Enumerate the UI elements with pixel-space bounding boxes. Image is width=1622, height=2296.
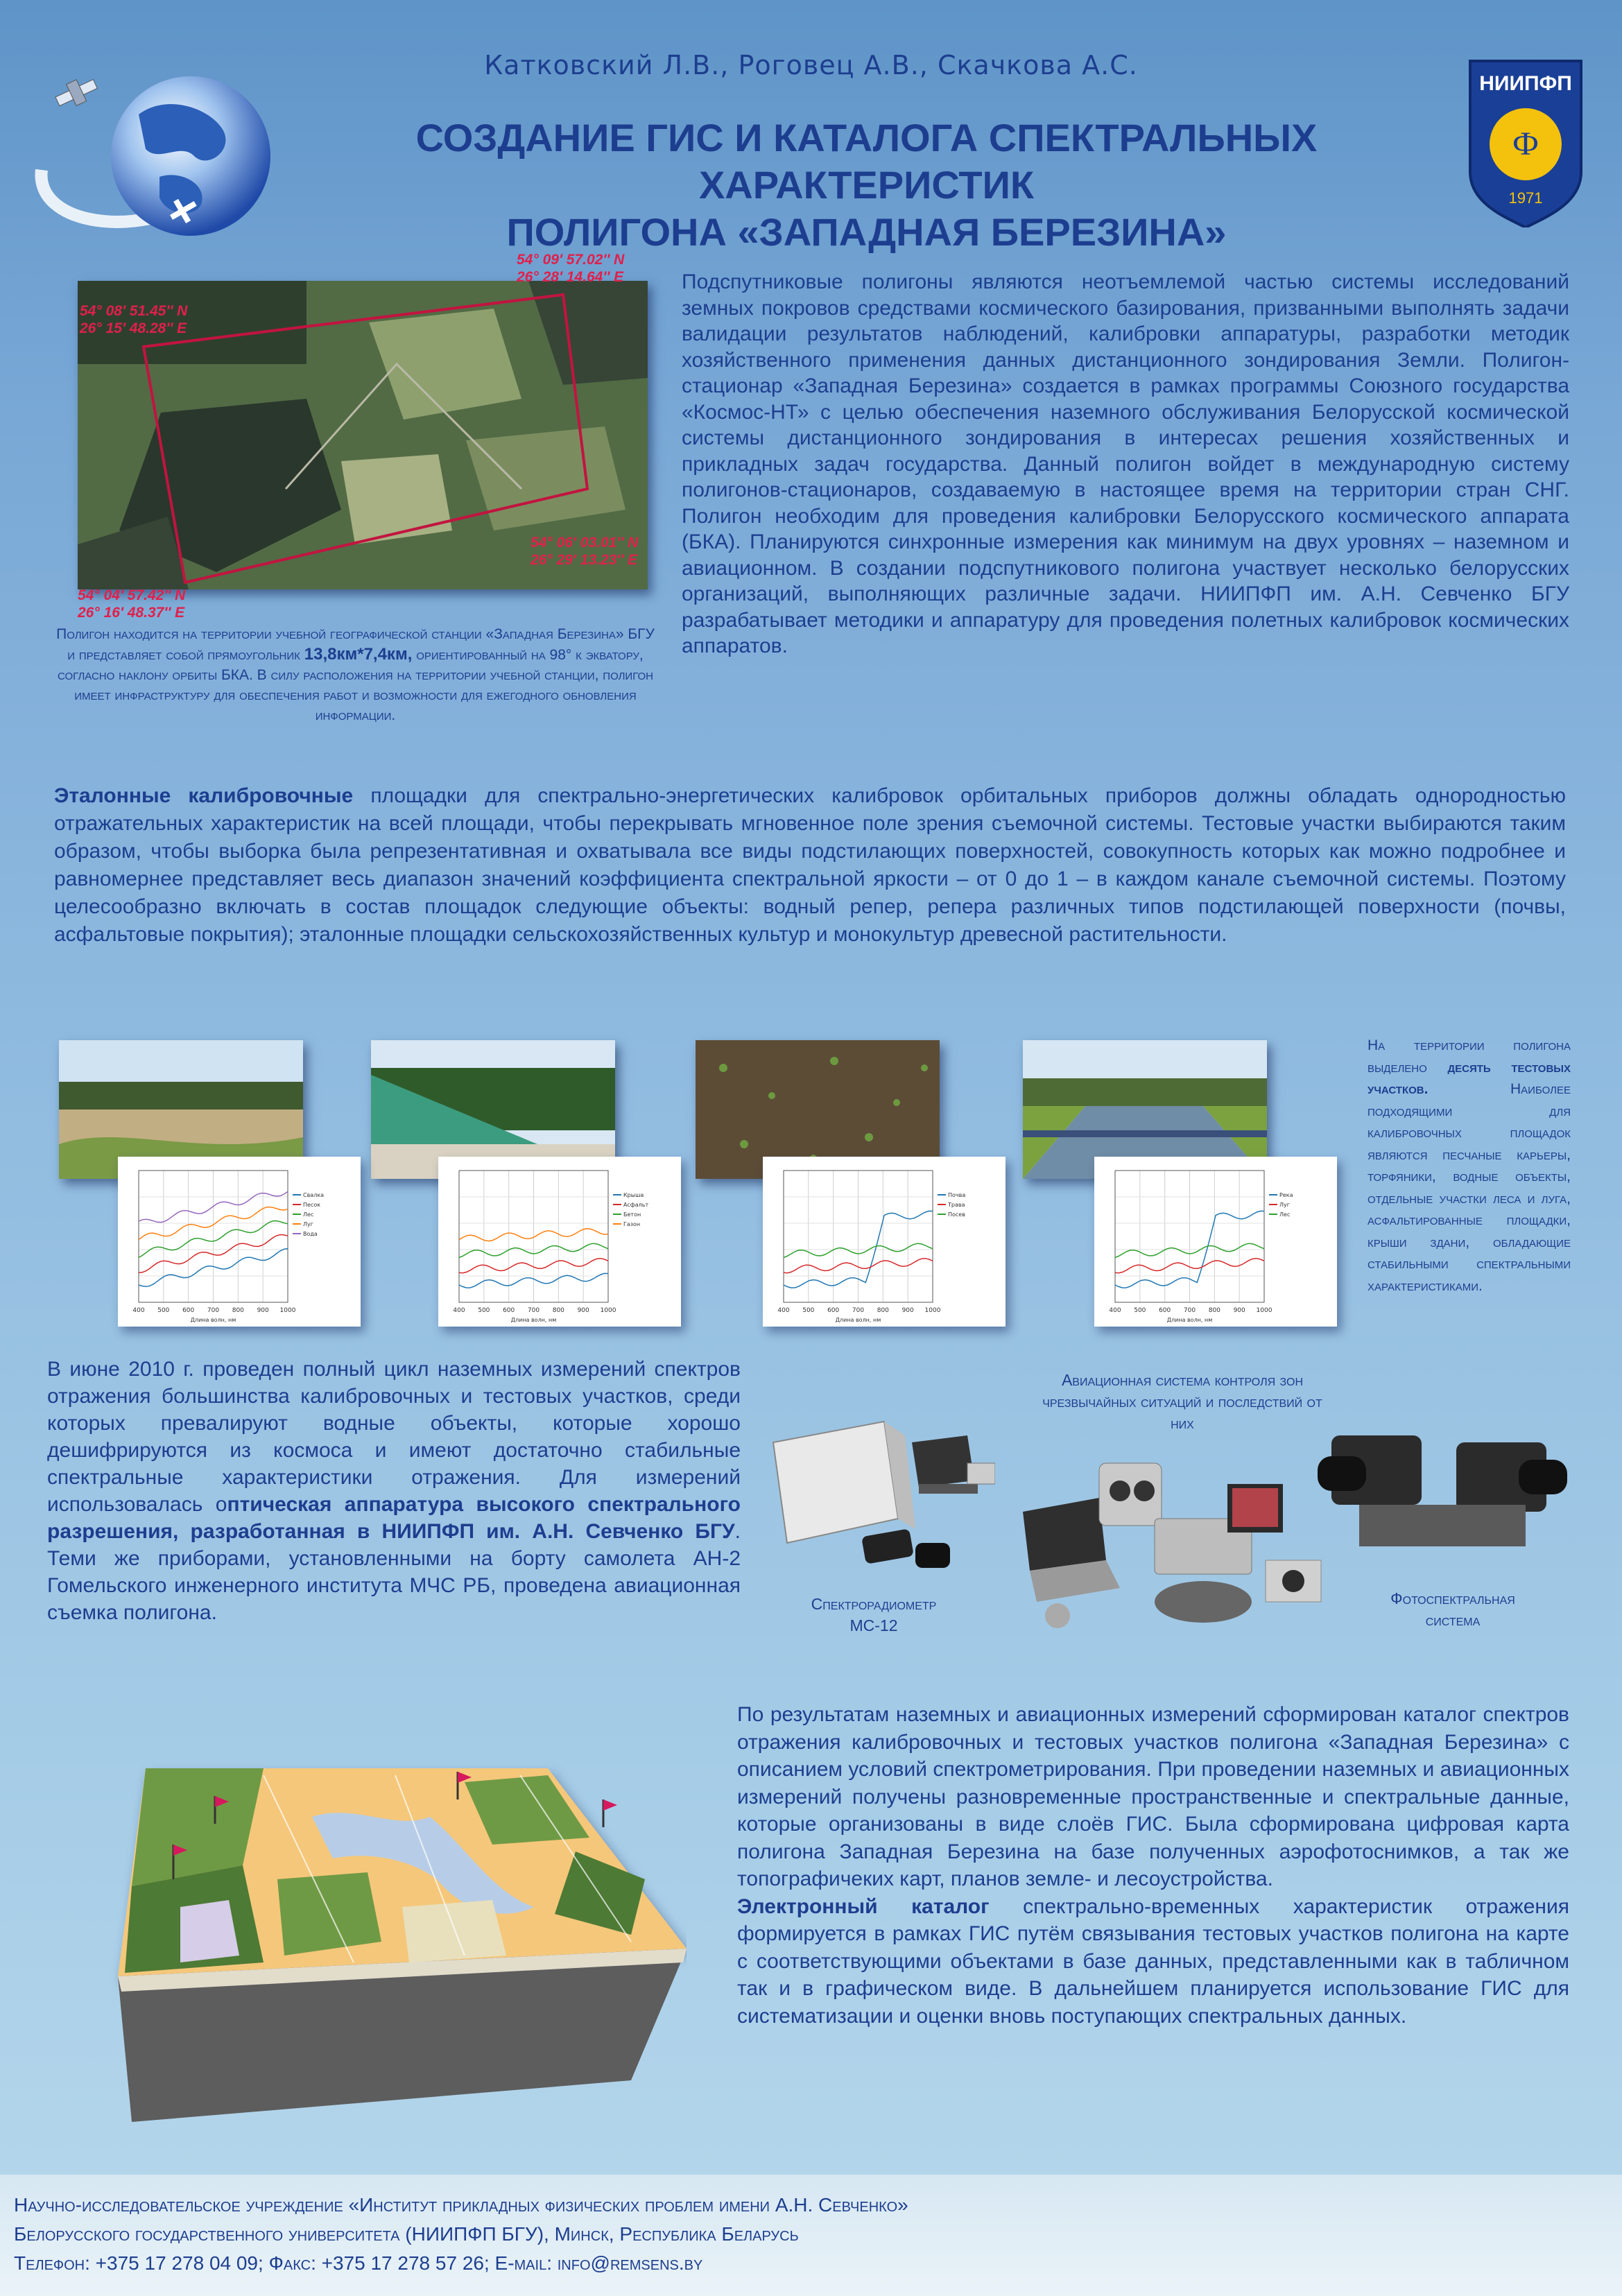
- chart-legend-entry: Песок: [303, 1202, 321, 1208]
- chart-tick-label: 1000: [924, 1307, 941, 1314]
- test-sites-bold: десять тестовых участков.: [1368, 1059, 1571, 1097]
- chart-legend-entry: Свалка: [303, 1192, 325, 1198]
- photospectral-system-image: [1318, 1408, 1567, 1560]
- spectroradiometer-caption: [794, 1594, 954, 1637]
- footer-line-1: Научно-исследовательское учреждение «Институт прикладных физических проблем имени А.Н. Севченко»: [14, 2194, 908, 2216]
- chart-axis-label: Длина волн, нм: [510, 1317, 557, 1323]
- spectral-chart-1: [118, 1157, 361, 1327]
- chart-tick-label: 400: [1109, 1307, 1121, 1314]
- globe-satellite-logo: [28, 66, 277, 239]
- map-caption-part2: ориентированный на 98° к экватору, согласно наклону орбиты БКА. В силу расположения на территории учебной станции, полигон имеет инфраструктуру для обеспечения работ и возможности для ежегодного обновления информации.: [58, 647, 653, 723]
- chart-tick-label: 900: [257, 1307, 269, 1314]
- test-sites-part1: На территории полигона выделено: [1368, 1037, 1571, 1076]
- authors: Катковский Л.В., Роговец А.В., Скачкова А.С.: [484, 50, 1138, 80]
- chart-legend-entry: Луг: [303, 1221, 313, 1227]
- chart-tick-label: 700: [1183, 1307, 1196, 1314]
- results-paragraph: [737, 1701, 1569, 2030]
- coord-top-left-lon: 26° 15' 48.28'' E: [80, 320, 187, 336]
- spectral-chart-2: [438, 1157, 681, 1327]
- spectral-chart-1-plot: [118, 1157, 361, 1327]
- chart-legend-entry: Почва: [948, 1192, 966, 1198]
- chart-tick-label: 600: [827, 1307, 840, 1314]
- map-caption-size: 13,8км*7,4км,: [304, 645, 413, 664]
- photospectral-caption-line1: Фотоспектральная: [1390, 1589, 1515, 1607]
- chart-axis-label: Длина волн, нм: [190, 1317, 236, 1323]
- map-caption: [55, 624, 655, 725]
- chart-tick-label: 400: [777, 1307, 790, 1314]
- coord-bottom-left-lon: 26° 16' 48.37'' E: [78, 605, 185, 621]
- coord-bottom-right-lon: 26° 29' 13.23'' E: [530, 552, 638, 568]
- chart-tick-label: 800: [552, 1307, 564, 1314]
- chart-legend-entry: Лес: [303, 1211, 314, 1218]
- results-text: По результатам наземных и авиационных измерений сформирован каталог спектров отражения калибровочных и тестовых участков полигона «Западная Березина» с описанием условий спектрометрирования. При проведении наземных и авиационных измерений получены разновременные пространственные и спектральные данные, которые организованы в виде слоёв ГИС. Была сформирована цифровая карта полигона Западная Березина на базе полученных аэрофотоснимков, а так же топографичеких карт, планов земле- и лесоустройства.: [737, 1703, 1569, 1890]
- chart-tick-label: 500: [157, 1307, 170, 1314]
- chart-tick-label: 400: [453, 1307, 465, 1314]
- chart-legend-entry: Газон: [623, 1221, 641, 1227]
- results-lead: Электронный каталог: [737, 1894, 990, 1918]
- page-title: [250, 114, 1483, 256]
- spectral-chart-3-plot: [763, 1157, 1006, 1327]
- intro-paragraph: Подспутниковые полигоны являются неотъемлемой частью системы исследований земных покровов средствами космического базирования, призванными выполнять задачи валидации результатов наблюдений, калибровки аппаратуры, разработки методик хозяйственного применения данных дистанционного зондирования Земли. Полигон-стационар «Западная Березина» создается в рамках программы Союзного государства «Космос-НТ» с целью обеспечения наземного обслуживания Белорусской космической системы дистанционного зондирования в интересах решения хозяйственных и прикладных задач государства. Данный полигон войдет в международную систему полигонов-стационаров, создаваемую в настоящее время на территории стран СНГ. Полигон необходим для проведения калибровки Белорусского космического аппарата (БКА). Планируются синхронные измерения как минимум на двух уровнях – наземном и авиационном. В создании подспутникового полигона участвует несколько белорусских организаций, выполняющих различные задачи. НИИПФП им. А.Н. Севченко БГУ разрабатывает методики и аппаратуру для проведения полетных калибровок космических аппаратов.: [682, 270, 1569, 657]
- chart-tick-label: 700: [527, 1307, 540, 1314]
- spectral-chart-4: [1094, 1157, 1337, 1327]
- measurements-part1: В июне 2010 г. проведен полный цикл наземных измерений спектров отражения большинства калибровочных и тестовых участков, среди которых превалируют водные объекты, которые хорошо дешифрируются из космоса и имеют достаточно стабильные спектральные характеристики отражения. Для измерений использовалась о: [47, 1358, 741, 1516]
- logo-year: 1971: [1508, 189, 1543, 207]
- test-sites-part2: Наиболее подходящими для калибровочных площадок являются песчаные карьеры, торфяники, водные объекты, отдельные участки леса и луга, асфальтированные площадки, крыши здани, обладающие стабильными спектральными характеристиками.: [1368, 1081, 1571, 1294]
- coord-top-right: [517, 251, 624, 286]
- photospectral-caption-line2: система: [1425, 1611, 1481, 1629]
- chart-legend-entry: Крыша: [623, 1192, 644, 1198]
- logo-name: НИИПФП: [1479, 72, 1572, 95]
- chart-tick-label: 1000: [600, 1307, 616, 1314]
- chart-legend-entry: Трава: [948, 1202, 965, 1208]
- svg-text:Ф: Ф: [1512, 126, 1539, 162]
- chart-tick-label: 400: [132, 1307, 145, 1314]
- gis-3d-map: [104, 1734, 687, 2122]
- chart-legend-entry: Лес: [1279, 1211, 1291, 1218]
- coord-top-left-lat: 54° 08' 51.45'' N: [80, 303, 188, 319]
- footer-line-2: Белорусского государственного университета (НИИПФП БГУ), Минск, Республика Беларусь: [14, 2223, 799, 2245]
- chart-tick-label: 900: [1233, 1307, 1245, 1314]
- aviation-system-image: [1016, 1442, 1335, 1637]
- chart-tick-label: 800: [877, 1307, 889, 1314]
- spectral-chart-2-plot: [438, 1157, 681, 1327]
- chart-tick-label: 600: [1159, 1307, 1171, 1314]
- spectroradiometer-caption-line2: МС-12: [849, 1616, 898, 1634]
- coord-top-left: [80, 302, 187, 337]
- test-sites-text: [1368, 1035, 1571, 1297]
- aviation-system-caption: Авиационная система контроля зон чрезвычайных ситуаций и последствий от них: [1042, 1371, 1322, 1432]
- chart-tick-label: 900: [901, 1307, 914, 1314]
- chart-tick-label: 1000: [1256, 1307, 1272, 1314]
- chart-tick-label: 700: [207, 1307, 220, 1314]
- calibration-paragraph: [54, 782, 1566, 949]
- chart-tick-label: 800: [232, 1307, 244, 1314]
- measurements-bold: птическая аппаратура высокого спектрального разрешения, разработанная в НИИПФП им. А.Н. Севченко БГУ: [47, 1493, 741, 1543]
- spectroradiometer-image: [766, 1415, 995, 1595]
- chart-tick-label: 600: [182, 1307, 195, 1314]
- chart-tick-label: 700: [852, 1307, 865, 1314]
- coord-bottom-left-lat: 54° 04' 57.42'' N: [78, 587, 186, 603]
- chart-tick-label: 500: [802, 1307, 815, 1314]
- coord-bottom-right-lat: 54° 06' 03.01'' N: [530, 535, 639, 551]
- chart-legend-entry: Бетон: [623, 1211, 641, 1218]
- coord-top-right-lon: 26° 28' 14.64'' E: [517, 269, 624, 285]
- spectral-chart-4-plot: [1094, 1157, 1337, 1327]
- measurements-paragraph: [47, 1356, 741, 1626]
- calibration-text: площадки для спектрально-энергетических калибровок орбитальных приборов должны обладать однородностью отражательных характеристик на всей площади, чтобы перекрывать мгновенное поле зрения съемочной системы. Тестовые участки выбираются таким образом, чтобы выборка была репрезентативная и охватывала все виды подстилающих поверхностей, совокупность которых как можно подробнее и равномернее представляет весь диапазон значений коэффициента спектральной яркости – от 0 до 1 – в каждом канале съемочной системы. Поэтому целесообразно включать в состав площадок следующие объекты: водный репер, репера различных типов подстилающей поверхности (почвы, асфальтовые покрытия); эталонные площадки сельскохозяйственных культур и монокультур древесной растительности.: [54, 784, 1566, 946]
- footer-line-3: Телефон: +375 17 278 04 09; Факс: +375 17 278 57 26; E-mail: info@remsens.by: [14, 2252, 703, 2274]
- measurements-part2: . Теми же приборами, установленными на борту самолета АН-2 Гомельского инженерного института МЧС РБ, проведена авиационная съемка полигона.: [47, 1520, 741, 1624]
- footer: [0, 2175, 1622, 2296]
- chart-axis-label: Длина волн, нм: [835, 1317, 881, 1323]
- chart-axis-label: Длина волн, нм: [1166, 1317, 1213, 1323]
- coord-bottom-left: [78, 587, 185, 621]
- results-text2: спектрально-временных характеристик отражения формируется в рамках ГИС путём связывания тестовых участков полигона на карте с соответствующими объектами в базе данных, представленными как в табличном так и в графическом виде. В дальнейшем планируется использование ГИС для систематизации и оценки вновь поступающих спектральных данных.: [737, 1894, 1569, 2028]
- map-caption-part1: Полигон находится на территории учебной географической станции «Западная Березина» БГУ и представляет собой прямоугольник: [56, 626, 655, 663]
- calibration-lead: Эталонные калибровочные: [54, 784, 354, 807]
- title-line-2: ПОЛИГОНА «ЗАПАДНАЯ БЕРЕЗИНА»: [506, 210, 1227, 254]
- chart-tick-label: 500: [478, 1307, 490, 1314]
- coord-top-right-lat: 54° 09' 57.02'' N: [517, 252, 625, 268]
- coord-bottom-right: [530, 534, 638, 569]
- chart-legend-entry: Вода: [303, 1231, 318, 1237]
- chart-tick-label: 1000: [279, 1307, 296, 1314]
- chart-tick-label: 900: [577, 1307, 589, 1314]
- chart-legend-entry: Река: [1279, 1192, 1293, 1198]
- chart-tick-label: 600: [503, 1307, 515, 1314]
- chart-legend-entry: Асфальт: [623, 1202, 649, 1208]
- chart-tick-label: 800: [1208, 1307, 1220, 1314]
- institute-logo: [1463, 54, 1588, 227]
- chart-legend-entry: Посев: [948, 1211, 965, 1218]
- chart-legend-entry: Луг: [1279, 1202, 1290, 1208]
- photospectral-caption: [1356, 1588, 1550, 1631]
- title-line-1: СОЗДАНИЕ ГИС И КАТАЛОГА СПЕКТРАЛЬНЫХ ХАРАКТЕРИСТИК: [415, 116, 1318, 207]
- spectroradiometer-caption-line1: Спектрорадиометр: [811, 1595, 937, 1613]
- chart-tick-label: 500: [1134, 1307, 1146, 1314]
- spectral-chart-3: [763, 1157, 1006, 1327]
